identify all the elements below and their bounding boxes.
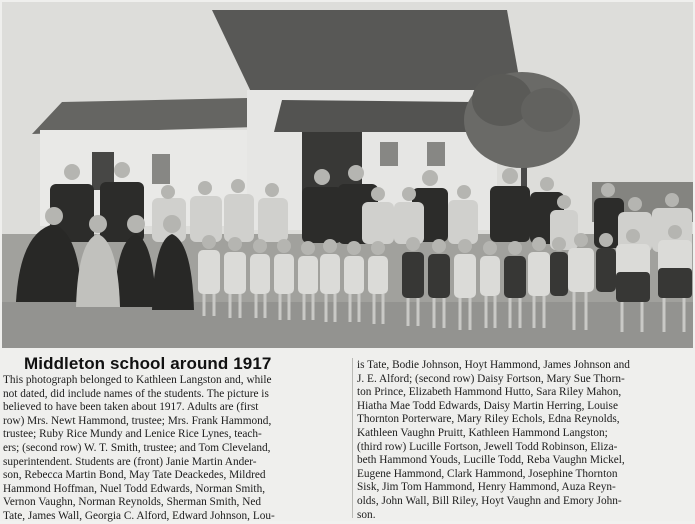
caption-line: olds, John Wall, Bill Riley, Hoyt Vaughn and Emory John- bbox=[357, 494, 622, 507]
caption-line: Thornton Porterware, Mary Riley Echols, Edna Reynolds, bbox=[357, 413, 620, 426]
caption-line: beth Hammond Youds, Lucille Todd, Reba Vaughn Mickel, bbox=[357, 454, 625, 467]
caption-line: superintendent. Students are (front) Janie Martin Ander- bbox=[3, 455, 257, 468]
caption-line: Kathleen Vaughn Pruitt, Kathleen Hammond Langston; bbox=[357, 426, 608, 439]
caption-line: (third row) Lucille Fortson, Jewell Todd Robinson, Eliza- bbox=[357, 440, 618, 453]
caption-line: son, Rebecca Martin Bond, May Tate Deackedes, Mildred bbox=[3, 469, 266, 482]
caption-line: trustee; Ruby Rice Mundy and Lenice Rice Lynes, teach- bbox=[3, 428, 262, 441]
caption-line: believed to have been taken about 1917. Adults are (first bbox=[3, 401, 259, 414]
caption-line: Sisk, Jim Tom Hammond, Henry Hammond, Auza Reyn- bbox=[357, 481, 616, 494]
caption-line: ton Prince, Elizabeth Hammond Hutto, Sara Riley Mahon, bbox=[357, 386, 622, 399]
caption-line: Hammond Hoffman, Nuel Todd Edwards, Norman Smith, bbox=[3, 482, 266, 495]
headline: Middleton school around 1917 bbox=[24, 354, 272, 373]
caption-line: row) Mrs. Newt Hammond, trustee; Mrs. Frank Hammond, bbox=[3, 414, 272, 427]
caption-line: Hiatha Mae Todd Edwards, Daisy Martin Herring, Louise bbox=[357, 399, 618, 412]
caption-line: Tate, James Wall, Georgia C. Alford, Edward Johnson, Lou- bbox=[3, 509, 275, 522]
caption-line: ers; (second row) W. T. Smith, trustee; and Tom Cleveland, bbox=[3, 441, 271, 454]
caption-line: is Tate, Bodie Johnson, Hoyt Hammond, James Johnson and bbox=[357, 359, 630, 371]
school-group-photograph bbox=[2, 2, 693, 348]
column-divider bbox=[352, 358, 353, 518]
caption-line: This photograph belonged to Kathleen Langston and, while bbox=[3, 374, 272, 386]
photo-caption bbox=[0, 350, 695, 521]
caption-line: not dated, did include names of the students. The picture is bbox=[3, 387, 269, 400]
caption-line: Eugene Hammond, Clark Hammond, Josephine Thornton bbox=[357, 467, 618, 480]
caption-right-column bbox=[357, 359, 695, 522]
caption-line: J. E. Alford; (second row) Daisy Fortson, Mary Sue Thorn- bbox=[357, 372, 625, 385]
caption-line: son. bbox=[357, 508, 376, 521]
caption-line: Vernon Vaughn, Norman Reynolds, Sherman Smith, Ned bbox=[3, 496, 262, 509]
caption-left-column bbox=[3, 374, 345, 524]
